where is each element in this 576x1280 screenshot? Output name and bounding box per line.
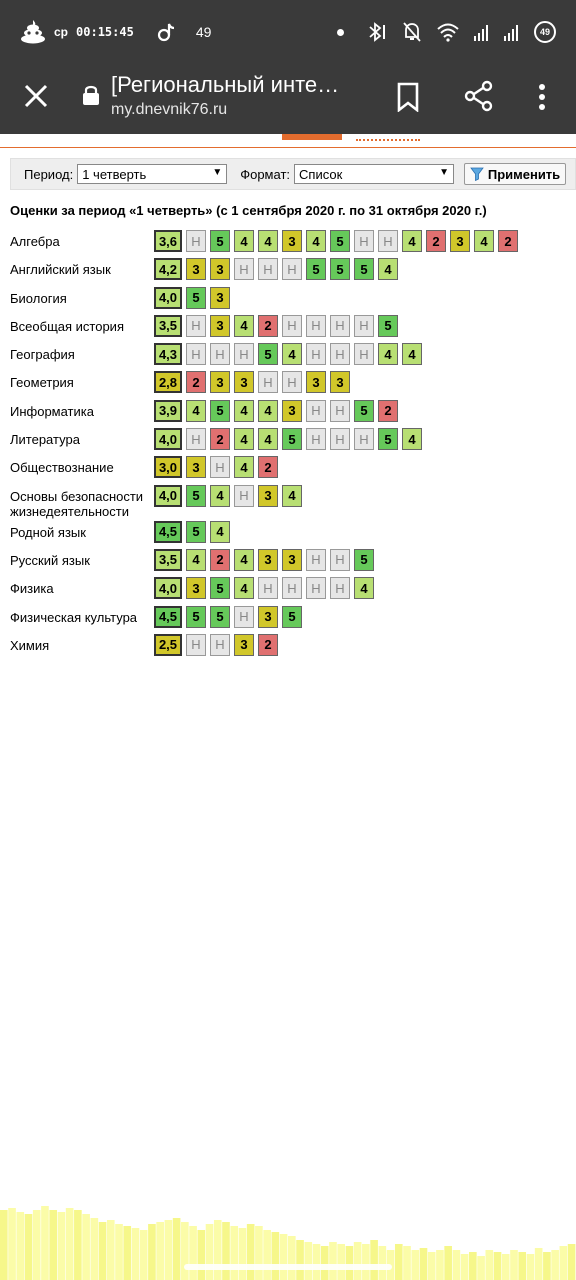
equalizer-bar — [543, 1252, 551, 1280]
absence-mark[interactable]: Н — [354, 428, 374, 450]
grade-mark[interactable]: 5 — [354, 549, 374, 571]
signal-icon — [474, 23, 490, 41]
grade-mark[interactable]: 4 — [210, 485, 230, 507]
format-label: Формат: — [240, 166, 291, 182]
equalizer-bar — [91, 1218, 99, 1280]
filter-bar — [10, 158, 576, 190]
equalizer-bar — [395, 1244, 403, 1280]
equalizer-bar — [107, 1220, 115, 1280]
equalizer-bar — [379, 1246, 387, 1280]
browser-toolbar — [0, 64, 576, 134]
grade-mark[interactable]: 5 — [282, 606, 302, 628]
subject-name: Всеобщая история — [10, 318, 124, 334]
average-grade[interactable]: 3,5 — [154, 549, 182, 571]
period-heading: Оценки за период «1 четверть» (с 1 сентября 2020 г. по 31 октября 2020 г.) — [10, 203, 487, 218]
subject-row — [10, 549, 570, 577]
grade-mark[interactable]: 4 — [234, 577, 254, 599]
absence-mark[interactable]: Н — [282, 577, 302, 599]
grade-mark[interactable]: 2 — [258, 315, 278, 337]
grade-mark[interactable]: 4 — [282, 485, 302, 507]
equalizer-bar — [165, 1220, 173, 1280]
grade-mark[interactable]: 5 — [210, 577, 230, 599]
absence-mark[interactable]: Н — [330, 315, 350, 337]
equalizer-bar — [0, 1210, 8, 1280]
grade-mark[interactable]: 4 — [282, 343, 302, 365]
grade-mark[interactable]: 4 — [258, 400, 278, 422]
marks-cells — [154, 230, 518, 252]
absence-mark[interactable]: Н — [306, 428, 326, 450]
subject-row — [10, 521, 570, 549]
marks-cells — [154, 343, 422, 365]
marks-cells — [154, 577, 374, 599]
average-grade[interactable]: 4,0 — [154, 428, 182, 450]
grade-mark[interactable]: 5 — [210, 230, 230, 252]
equalizer-bar — [411, 1250, 419, 1280]
equalizer-bar — [33, 1210, 41, 1280]
equalizer-bar — [132, 1228, 140, 1280]
grade-mark[interactable]: 5 — [282, 428, 302, 450]
equalizer-bar — [41, 1206, 49, 1280]
grade-mark[interactable]: 2 — [498, 230, 518, 252]
grade-mark[interactable]: 4 — [186, 549, 206, 571]
grade-mark[interactable]: 5 — [330, 258, 350, 280]
equalizer-bar — [453, 1250, 461, 1280]
grade-mark[interactable]: 3 — [234, 634, 254, 656]
weekday-text: ср — [54, 25, 69, 39]
grade-mark[interactable]: 3 — [258, 485, 278, 507]
absence-mark[interactable]: Н — [282, 258, 302, 280]
marks-cells — [154, 549, 374, 571]
grade-mark[interactable]: 3 — [258, 549, 278, 571]
average-grade[interactable]: 3,6 — [154, 230, 182, 252]
equalizer-bar — [272, 1232, 280, 1280]
grade-mark[interactable]: 5 — [330, 230, 350, 252]
absence-mark[interactable]: Н — [282, 315, 302, 337]
absence-mark[interactable]: Н — [354, 343, 374, 365]
grade-mark[interactable]: 2 — [186, 371, 206, 393]
subject-row — [10, 428, 570, 456]
absence-mark[interactable]: Н — [258, 258, 278, 280]
subject-row — [10, 577, 570, 605]
grade-mark[interactable]: 4 — [234, 549, 254, 571]
average-grade[interactable]: 4,0 — [154, 577, 182, 599]
grade-mark[interactable]: 4 — [402, 343, 422, 365]
subject-name: Литература — [10, 432, 80, 448]
average-grade[interactable]: 4,5 — [154, 606, 182, 628]
grade-mark[interactable]: 3 — [450, 230, 470, 252]
grade-mark[interactable]: 5 — [354, 258, 374, 280]
tiktok-icon — [156, 22, 176, 42]
equalizer-bar — [469, 1252, 477, 1280]
grade-mark[interactable]: 3 — [186, 456, 206, 478]
average-grade[interactable]: 4,0 — [154, 287, 182, 309]
grade-mark[interactable]: 4 — [306, 230, 326, 252]
average-grade[interactable]: 3,0 — [154, 456, 182, 478]
equalizer-bar — [156, 1222, 164, 1280]
equalizer-bar — [99, 1222, 107, 1280]
grade-mark[interactable]: 5 — [378, 428, 398, 450]
grade-mark[interactable]: 5 — [354, 400, 374, 422]
absence-mark[interactable]: Н — [378, 230, 398, 252]
average-grade[interactable]: 4,3 — [154, 343, 182, 365]
average-grade[interactable]: 4,5 — [154, 521, 182, 543]
absence-mark[interactable]: Н — [258, 577, 278, 599]
absence-mark[interactable]: Н — [186, 230, 206, 252]
equalizer-bar — [66, 1208, 74, 1280]
absence-mark[interactable]: Н — [306, 400, 326, 422]
equalizer-bar — [370, 1240, 378, 1280]
subject-name: Геометрия — [10, 375, 74, 391]
absence-mark[interactable]: Н — [306, 549, 326, 571]
grade-mark[interactable]: 4 — [402, 428, 422, 450]
equalizer-bar — [206, 1224, 214, 1280]
subject-row — [10, 400, 570, 428]
grade-mark[interactable]: 3 — [210, 315, 230, 337]
grade-mark[interactable]: 5 — [258, 343, 278, 365]
equalizer-bar — [535, 1248, 543, 1280]
grade-mark[interactable]: 4 — [234, 456, 254, 478]
equalizer-bar — [173, 1218, 181, 1280]
absence-mark[interactable]: Н — [210, 343, 230, 365]
grade-mark[interactable]: 3 — [330, 371, 350, 393]
subject-name: Родной язык — [10, 524, 86, 540]
grade-mark[interactable]: 4 — [354, 577, 374, 599]
subject-row — [10, 371, 570, 399]
grade-mark[interactable]: 4 — [474, 230, 494, 252]
status-bar — [0, 0, 576, 64]
grade-mark[interactable]: 3 — [210, 258, 230, 280]
share-icon[interactable] — [464, 80, 494, 112]
equalizer-bar — [239, 1228, 247, 1280]
gesture-nav-bar[interactable] — [184, 1264, 392, 1270]
clock-text: 00:15:45 — [76, 25, 134, 39]
notification-count: 49 — [195, 24, 212, 40]
average-grade[interactable]: 4,0 — [154, 485, 182, 507]
absence-mark[interactable]: Н — [186, 634, 206, 656]
battery-icon: 49 — [534, 21, 556, 43]
equalizer-bar — [485, 1250, 493, 1280]
grade-mark[interactable]: 2 — [378, 400, 398, 422]
grade-mark[interactable]: 5 — [186, 287, 206, 309]
marks-cells — [154, 428, 422, 450]
dropdown-arrow-icon: ▼ — [212, 167, 223, 178]
subject-row — [10, 456, 570, 484]
subject-name: Биология — [10, 290, 67, 306]
absence-mark[interactable]: Н — [330, 343, 350, 365]
grade-mark[interactable]: 3 — [210, 287, 230, 309]
equalizer-bar — [140, 1230, 148, 1280]
absence-mark[interactable]: Н — [234, 258, 254, 280]
grade-mark[interactable]: 3 — [234, 371, 254, 393]
absence-mark[interactable]: Н — [330, 400, 350, 422]
equalizer-bar — [461, 1254, 469, 1280]
subject-name: Английский язык — [10, 262, 111, 278]
marks-cells — [154, 521, 230, 543]
equalizer-bar — [123, 1226, 131, 1280]
grade-mark[interactable]: 4 — [210, 521, 230, 543]
bluetooth-icon — [366, 21, 388, 43]
equalizer-bar — [354, 1242, 362, 1280]
apply-button-label: Применить — [487, 166, 561, 182]
equalizer-bar — [329, 1242, 337, 1280]
equalizer-bar — [428, 1252, 436, 1280]
subject-name: Обществознание — [10, 460, 114, 476]
wifi-icon — [436, 22, 460, 42]
equalizer-bar — [148, 1224, 156, 1280]
absence-mark[interactable]: Н — [234, 485, 254, 507]
subject-row — [10, 315, 570, 343]
grade-mark[interactable]: 2 — [258, 456, 278, 478]
equalizer-bar — [280, 1234, 288, 1280]
equalizer-bar — [115, 1224, 123, 1280]
mute-icon — [402, 21, 422, 43]
grade-mark[interactable]: 3 — [282, 230, 302, 252]
grade-mark[interactable]: 5 — [306, 258, 326, 280]
equalizer-bar — [16, 1212, 24, 1280]
more-options-icon[interactable] — [532, 82, 552, 112]
absence-mark[interactable]: Н — [186, 343, 206, 365]
equalizer-bar — [560, 1246, 568, 1280]
grade-mark[interactable]: 5 — [186, 606, 206, 628]
equalizer-bar — [304, 1242, 312, 1280]
equalizer-bar — [362, 1244, 370, 1280]
grade-mark[interactable]: 2 — [426, 230, 446, 252]
equalizer-bar — [568, 1244, 576, 1280]
equalizer-bar — [551, 1250, 559, 1280]
equalizer-bar — [288, 1236, 296, 1280]
absence-mark[interactable]: Н — [330, 428, 350, 450]
grade-mark[interactable]: 4 — [402, 230, 422, 252]
grade-mark[interactable]: 3 — [306, 371, 326, 393]
equalizer-bar — [313, 1244, 321, 1280]
absence-mark[interactable]: Н — [330, 577, 350, 599]
marks-cells — [154, 485, 302, 507]
equalizer-bar — [189, 1226, 197, 1280]
marks-cells — [154, 606, 302, 628]
grade-mark[interactable]: 2 — [210, 549, 230, 571]
absence-mark[interactable]: Н — [186, 315, 206, 337]
subject-row — [10, 258, 570, 286]
grade-mark[interactable]: 4 — [378, 258, 398, 280]
equalizer-bar — [255, 1226, 263, 1280]
grade-mark[interactable]: 3 — [258, 606, 278, 628]
average-grade[interactable]: 3,9 — [154, 400, 182, 422]
notification-dot-icon — [337, 29, 344, 36]
apply-button[interactable] — [464, 163, 566, 185]
equalizer-bar — [230, 1226, 238, 1280]
equalizer-bar — [510, 1250, 518, 1280]
equalizer-bar — [197, 1230, 205, 1280]
equalizer-bar — [82, 1214, 90, 1280]
marks-cells — [154, 258, 398, 280]
marks-cells — [154, 400, 398, 422]
subject-name: Русский язык — [10, 552, 90, 568]
absence-mark[interactable]: Н — [210, 456, 230, 478]
subject-name: География — [10, 347, 75, 363]
subject-name: Физическая культура — [10, 609, 138, 625]
equalizer-bar — [477, 1256, 485, 1280]
equalizer-bar — [518, 1252, 526, 1280]
equalizer-bar — [25, 1214, 33, 1280]
grade-mark[interactable]: 5 — [210, 400, 230, 422]
header-link[interactable] — [356, 138, 420, 141]
grade-mark[interactable]: 5 — [378, 315, 398, 337]
subject-name: Физика — [10, 581, 54, 597]
format-select[interactable] — [294, 164, 454, 184]
equalizer-bar — [502, 1254, 510, 1280]
absence-mark[interactable]: Н — [234, 343, 254, 365]
marks-cells — [154, 456, 278, 478]
grade-mark[interactable]: 3 — [282, 400, 302, 422]
marks-cells — [154, 371, 350, 393]
subject-name: Химия — [10, 637, 50, 653]
grade-mark[interactable]: 4 — [234, 315, 254, 337]
marks-cells — [154, 634, 278, 656]
subject-row — [10, 485, 570, 521]
grade-mark[interactable]: 4 — [258, 428, 278, 450]
equalizer-bar — [321, 1246, 329, 1280]
grade-mark[interactable]: 4 — [186, 400, 206, 422]
absence-mark[interactable]: Н — [306, 343, 326, 365]
subject-name: Основы безопасности жизнедеятельности — [10, 488, 144, 519]
subject-row — [10, 606, 570, 634]
subject-row — [10, 634, 570, 662]
equalizer-bar — [49, 1210, 57, 1280]
equalizer-bar — [181, 1222, 189, 1280]
period-select[interactable] — [77, 164, 227, 184]
grade-mark[interactable]: 3 — [282, 549, 302, 571]
equalizer-bar — [436, 1250, 444, 1280]
page-header-cut — [0, 134, 576, 148]
subject-row — [10, 343, 570, 371]
marks-cells — [154, 287, 230, 309]
equalizer-bar — [247, 1224, 255, 1280]
absence-mark[interactable]: Н — [330, 549, 350, 571]
average-grade[interactable]: 2,8 — [154, 371, 182, 393]
subject-row — [10, 287, 570, 315]
average-grade[interactable]: 3,5 — [154, 315, 182, 337]
grade-mark[interactable]: 5 — [186, 521, 206, 543]
absence-mark[interactable]: Н — [306, 315, 326, 337]
equalizer-bar — [346, 1246, 354, 1280]
equalizer-bar — [527, 1254, 535, 1280]
equalizer-bar — [263, 1230, 271, 1280]
equalizer-bar — [296, 1240, 304, 1280]
filter-icon — [470, 167, 484, 181]
grade-mark[interactable]: 3 — [186, 577, 206, 599]
equalizer-bar — [214, 1220, 222, 1280]
absence-mark[interactable]: Н — [306, 577, 326, 599]
grades-list — [10, 230, 570, 662]
equalizer-bar — [8, 1208, 16, 1280]
subject-name: Информатика — [10, 403, 94, 419]
grade-mark[interactable]: 3 — [186, 258, 206, 280]
absence-mark[interactable]: Н — [234, 606, 254, 628]
signal-2-icon — [504, 23, 520, 41]
poop-emoji-icon — [20, 20, 46, 44]
grade-mark[interactable]: 4 — [234, 428, 254, 450]
page-title: [Региональный инте… — [111, 72, 340, 97]
subject-name: Алгебра — [10, 234, 60, 249]
grade-mark[interactable]: 2 — [210, 428, 230, 450]
grade-mark[interactable]: 2 — [258, 634, 278, 656]
grade-mark[interactable]: 5 — [210, 606, 230, 628]
subject-row — [10, 230, 570, 258]
absence-mark[interactable]: Н — [282, 371, 302, 393]
format-select-value: Список — [299, 166, 343, 182]
equalizer-bar — [403, 1246, 411, 1280]
grade-mark[interactable]: 4 — [234, 400, 254, 422]
marks-cells — [154, 315, 398, 337]
grade-mark[interactable]: 3 — [210, 371, 230, 393]
grade-mark[interactable]: 4 — [234, 230, 254, 252]
grade-mark[interactable]: 4 — [258, 230, 278, 252]
equalizer-bar — [337, 1244, 345, 1280]
period-label: Период: — [24, 166, 74, 182]
equalizer-bar — [222, 1222, 230, 1280]
grade-mark[interactable]: 5 — [186, 485, 206, 507]
lock-icon — [82, 84, 100, 106]
absence-mark[interactable]: Н — [258, 371, 278, 393]
dropdown-arrow-icon: ▼ — [439, 167, 450, 178]
average-grade[interactable]: 2,5 — [154, 634, 182, 656]
period-select-value: 1 четверть — [82, 166, 147, 182]
equalizer-bar — [420, 1248, 428, 1280]
equalizer-bar — [444, 1246, 452, 1280]
bookmark-icon[interactable] — [395, 82, 421, 112]
equalizer-bar — [74, 1210, 82, 1280]
header-badge — [282, 134, 342, 140]
absence-mark[interactable]: Н — [186, 428, 206, 450]
absence-mark[interactable]: Н — [354, 315, 374, 337]
grade-mark[interactable]: 4 — [378, 343, 398, 365]
equalizer-bar — [494, 1252, 502, 1280]
page-url[interactable]: my.dnevnik76.ru — [111, 101, 228, 118]
absence-mark[interactable]: Н — [354, 230, 374, 252]
equalizer-bar — [58, 1212, 66, 1280]
absence-mark[interactable]: Н — [210, 634, 230, 656]
average-grade[interactable]: 4,2 — [154, 258, 182, 280]
close-icon[interactable] — [22, 82, 50, 110]
